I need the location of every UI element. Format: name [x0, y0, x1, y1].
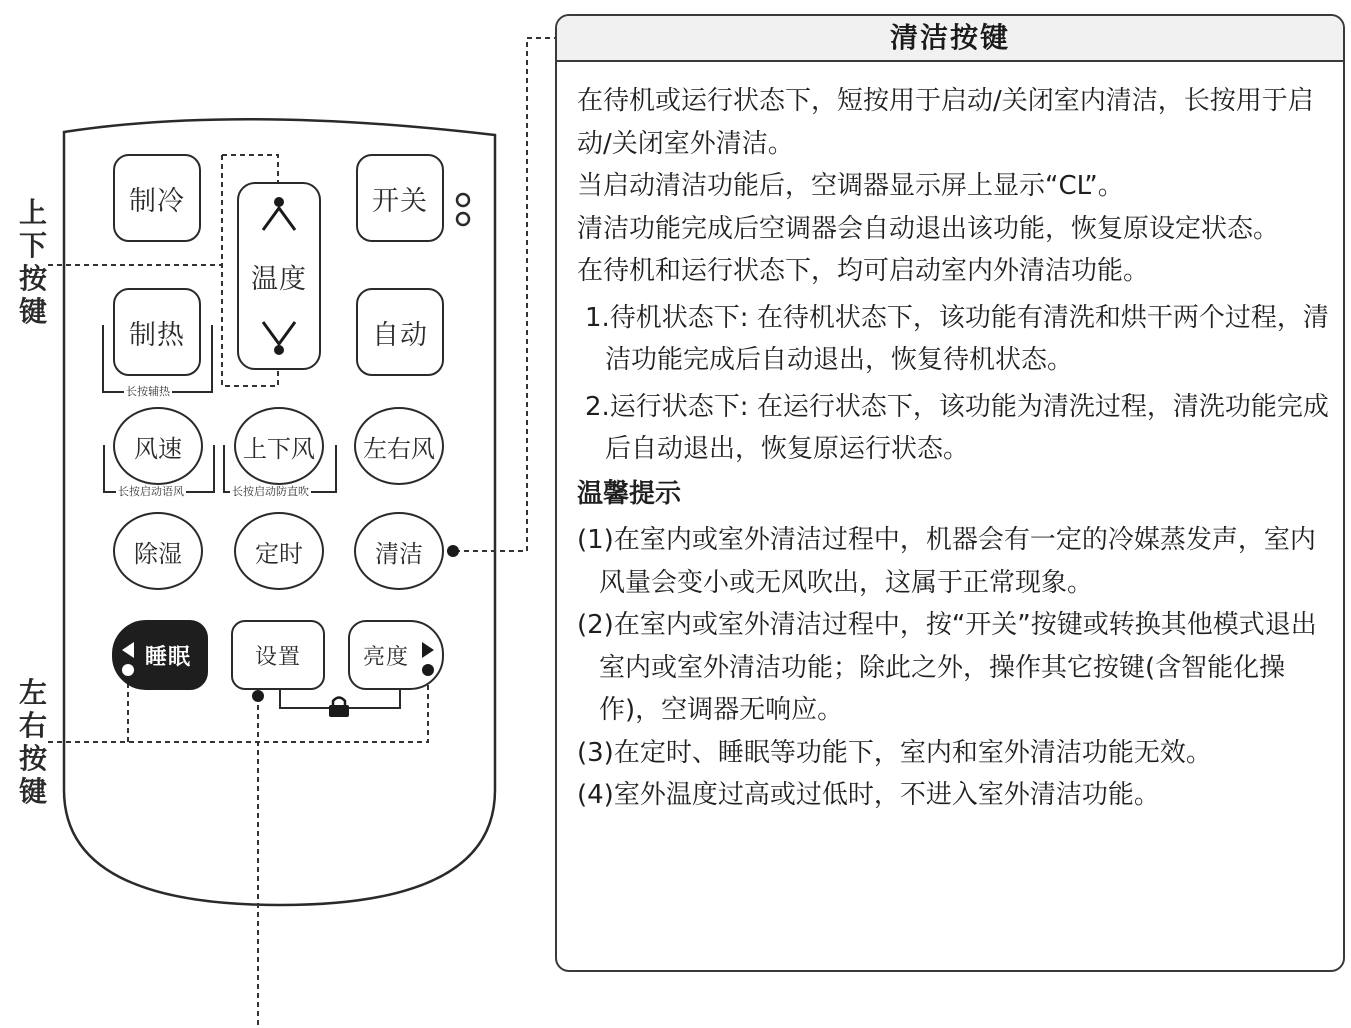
item-running-state: 2.运行状态下: 在运行状态下，该功能为清洗过程，清洗功能完成后自动退出，恢复原运行状态。	[585, 391, 1329, 464]
heat-long-press-hint: 长按辅热	[126, 385, 170, 398]
temperature-rocker[interactable]	[237, 182, 321, 370]
chevron-down-icon[interactable]	[257, 316, 301, 360]
chevron-up-icon[interactable]	[257, 192, 301, 236]
fan-long-press-hint: 长按启动语风	[118, 485, 184, 498]
para-cl-display: 当启动清洁功能后，空调器显示屏上显示“CL”。	[577, 171, 1124, 201]
left-right-keys-label: 左右按键	[18, 676, 47, 808]
settings-button[interactable]: 设置	[231, 620, 325, 690]
auto-button[interactable]: 自动	[356, 288, 444, 376]
clean-key-info-panel	[555, 14, 1345, 972]
lock-icon	[326, 694, 352, 718]
fan-speed-button[interactable]: 风速	[113, 407, 203, 485]
brightness-button[interactable]: 亮度	[348, 620, 444, 690]
tip-2: (2)在室内或室外清洁过程中，按“开关”按键或转换其他模式退出室内或室外清洁功能；除此之外，操作其它按键(含智能化操作)，空调器无响应。	[577, 610, 1317, 725]
swing-left-right-button[interactable]: 左右风	[354, 407, 444, 485]
remote-control	[0, 0, 540, 1028]
timer-button[interactable]: 定时	[234, 512, 324, 590]
swing-up-down-button[interactable]: 上下风	[234, 407, 324, 485]
triangle-left-icon[interactable]	[118, 640, 138, 680]
tip-4: (4)室外温度过高或过低时，不进入室外清洁功能。	[577, 780, 1160, 810]
tip-1: (1)在室内或室外清洁过程中，机器会有一定的冷媒蒸发声，室内风量会变小或无风吹出，这属于正常现象。	[577, 525, 1316, 598]
dehumidify-button[interactable]: 除湿	[113, 512, 203, 590]
triangle-right-icon[interactable]	[418, 640, 438, 680]
up-down-keys-label: 上下按键	[18, 196, 47, 328]
para-auto-exit: 清洁功能完成后空调器会自动退出该功能，恢复原设定状态。	[577, 213, 1280, 244]
para-short-long-press: 在待机或运行状态下，短按用于启动/关闭室内清洁，长按用于启动/关闭室外清洁。	[577, 86, 1314, 159]
cool-button[interactable]: 制冷	[113, 154, 201, 242]
swing-long-press-hint: 长按启动防直吹	[232, 485, 309, 498]
panel-title: 清洁按键	[557, 16, 1343, 62]
power-button[interactable]: 开关	[356, 154, 444, 242]
panel-body	[577, 80, 1329, 817]
sleep-button[interactable]: 睡眠	[112, 620, 208, 690]
para-standby-running: 在待机和运行状态下，均可启动室内外清洁功能。	[577, 256, 1150, 286]
tip-3: (3)在定时、睡眠等功能下，室内和室外清洁功能无效。	[577, 737, 1212, 768]
heat-button[interactable]: 制热	[113, 288, 201, 376]
item-standby-state: 1.待机状态下: 在待机状态下，该功能有清洗和烘干两个过程，清洁功能完成后自动退出，恢复待机状态。	[585, 302, 1329, 375]
temperature-label: 温度	[251, 263, 307, 295]
tips-title: 温馨提示	[577, 478, 682, 509]
led-icon	[453, 190, 473, 230]
clean-button[interactable]: 清洁	[354, 512, 444, 590]
